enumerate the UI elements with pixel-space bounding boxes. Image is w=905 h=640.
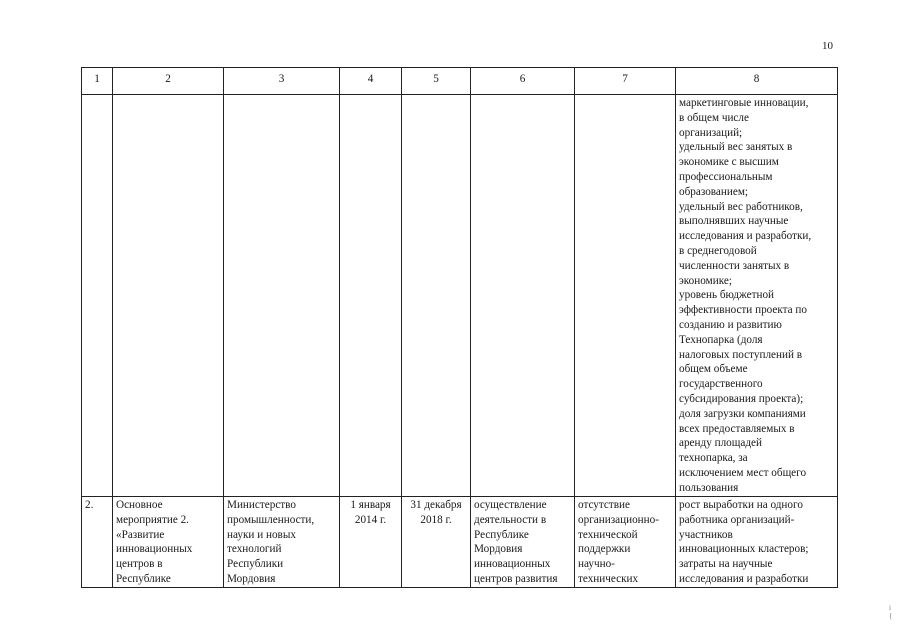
row2-end-date-cell: 31 декабря 2018 г. [402,497,471,588]
table-row [82,95,838,497]
row1-result-cell [471,95,575,497]
header-cell-3: 3 [224,68,340,95]
row2-start-date-cell: 1 января 2014 г. [340,497,402,588]
row1-end-date-cell [402,95,471,497]
row2-consequence-cell: отсутствие организационно- технической поддержки научно- технических [575,497,676,588]
header-row [82,68,838,95]
header-cell-2: 2 [113,68,224,95]
margin-marks: i { [889,604,893,620]
header-cell-6: 6 [471,68,575,95]
row1-event-cell [113,95,224,497]
row2-result-cell: осуществление деятельности в Республике Мордовия инновационных центров развития [471,497,575,588]
row2-executor-cell: Министерство промышленности, науки и новых технологий Республики Мордовия [224,497,340,588]
header-cell-7: 7 [575,68,676,95]
header-cell-4: 4 [340,68,402,95]
header-cell-1: 1 [82,68,113,95]
header-cell-8: 8 [676,68,838,95]
row2-event-cell: Основное мероприятие 2. «Развитие инновационных центров в Республике [113,497,224,588]
row1-number-cell [82,95,113,497]
page-number: 10 [822,40,833,52]
row2-indicators-cell: рост выработки на одного работника организаций- участников инновационных кластеров; затраты на научные исследования и разработки [676,497,838,588]
row1-start-date-cell [340,95,402,497]
row1-indicators-cell: маркетинговые инновации, в общем числе организаций; удельный вес занятых в экономике с высшим профессиональным образованием; удельный вес работников, выполнявших научные исследования и разработки, в среднегодовой численности занятых в экономике; уровень бюджетной эффективности проекта по созданию и развитию Технопарка (доля налоговых поступлений в общем объеме государственного субсидирования проекта); доля загрузки компаниями всех предоставляемых в аренду площадей технопарка, за исключением мест общего пользования [676,95,838,497]
row1-executor-cell [224,95,340,497]
header-cell-5: 5 [402,68,471,95]
row2-number-cell: 2. [82,497,113,588]
table-row [82,497,838,588]
row1-consequence-cell [575,95,676,497]
program-table [81,67,838,588]
